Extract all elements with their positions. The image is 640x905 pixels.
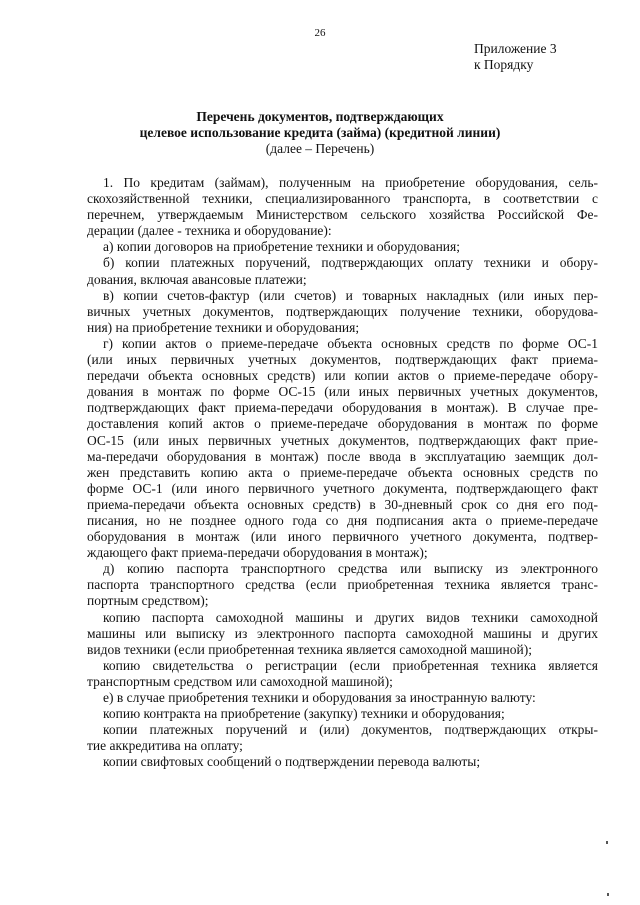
paragraph-line: передачи объекта основных средств) или копии актов о приеме-передаче обору- xyxy=(87,368,598,384)
scan-speck xyxy=(606,841,608,844)
paragraph-line: д) копию паспорта транспортного средства или выписку из электронного xyxy=(103,561,598,577)
title-subtitle: (далее – Перечень) xyxy=(265,141,375,156)
paragraph-line: портным средством); xyxy=(87,593,209,609)
paragraph-line: машины или выписку из электронного паспорта самоходной машины и других xyxy=(87,625,598,641)
paragraph-line: жен представить копию акта о приеме-передаче объекта основных средств по xyxy=(87,464,598,480)
page-number: 26 xyxy=(314,27,326,39)
paragraph-line: 1. По кредитам (займам), полученным на приобретение оборудования, сель- xyxy=(103,175,598,190)
paragraph-line: копию свидетельства о регистрации (если приобретенная техника является xyxy=(103,657,598,673)
paragraph-line: копии свифтовых сообщений о подтверждении перевода валюты; xyxy=(103,754,481,770)
paragraph-line: ждающего факт приема-передачи оборудования в монтаж); xyxy=(87,545,428,561)
paragraph-line: перечнем, утверждаемым Министерством сельского хозяйства Российской Фе- xyxy=(87,207,598,223)
paragraph-line: ния) на приобретение техники и оборудования; xyxy=(87,319,360,335)
paragraph-line: приема-передачи объекта основных средств) в 30-дневный срок со дня его под- xyxy=(87,496,598,512)
paragraph-line: е) в случае приобретения техники и оборудования за иностранную валюту: xyxy=(103,690,536,705)
paragraph-line: писания, но не позднее одного года со дня подписания акта о приеме-передаче xyxy=(87,512,598,528)
appendix-line: к Порядку xyxy=(474,57,534,72)
paragraph-line: скохозяйственной техники, специализированного транспорта, в соответствии с xyxy=(87,191,598,207)
paragraph-line: б) копии платежных поручений, подтверждающих оплату техники и обору- xyxy=(103,255,598,271)
paragraph-line: вичных учетных документов, подтверждающих получение техники, оборудова- xyxy=(87,303,598,319)
paragraph-line: дования в монтаж по форме ОС-15 (или иных первичных учетных документов, xyxy=(87,384,598,400)
paragraph-line: ОС-15 (или иных первичных учетных документов, подтверждающих факт прие- xyxy=(87,432,598,448)
paragraph-line: копию контракта на приобретение (закупку) техники и оборудования; xyxy=(103,706,505,722)
paragraph-line: (или иных первичных учетных документов, подтверждающих факт приема- xyxy=(87,352,598,368)
paragraph-line: паспорта транспортного средства (если приобретенная техника является транс- xyxy=(87,577,598,593)
title-line: целевое использование кредита (займа) (кредитной линии) xyxy=(139,125,501,140)
title-line: Перечень документов, подтверждающих xyxy=(196,109,444,124)
paragraph-line: а) копии договоров на приобретение техники и оборудования; xyxy=(103,239,460,255)
paragraph-line: г) копии актов о приеме-передаче объекта основных средств по форме ОС-1 xyxy=(103,335,598,351)
paragraph-line: оборудования в монтаж (или иного первичного учетного документа, подтвер- xyxy=(87,529,598,545)
paragraph-line: в) копии счетов-фактур (или счетов) и товарных накладных (или иных пер- xyxy=(103,287,598,303)
paragraph-line: копию паспорта самоходной машины и других видов техники самоходной xyxy=(103,609,598,625)
appendix-line: Приложение 3 xyxy=(474,41,557,56)
paragraph-line: ма-передачи оборудования в монтаж) после ввода в эксплуатацию заемщик дол- xyxy=(87,448,598,464)
paragraph-line: доставления копий актов о приеме-передаче оборудования в монтаж по форме xyxy=(87,416,598,432)
scan-speck xyxy=(607,893,609,896)
paragraph-line: дерации (далее - техника и оборудование): xyxy=(87,223,332,239)
paragraph-line: транспортным средством или самоходной машиной); xyxy=(87,673,393,689)
appendix-reference xyxy=(474,41,557,73)
paragraph-line: форме ОС-1 (или иного первичного учетного документа, подтверждающего факт xyxy=(87,480,598,496)
paragraph-line: видов техники (если приобретенная техника является самоходной машиной); xyxy=(87,641,532,657)
document-title xyxy=(0,109,640,157)
paragraph-line: дования, включая авансовые платежи; xyxy=(87,271,307,287)
paragraph-line: подтверждающих факт приема-передачи оборудования в монтаж). В случае пре- xyxy=(87,400,598,416)
paragraph-line: тие аккредитива на оплату; xyxy=(87,738,243,754)
document-body xyxy=(87,175,598,770)
paragraph-line: копии платежных поручений и (или) документов, подтверждающих откры- xyxy=(103,722,598,738)
